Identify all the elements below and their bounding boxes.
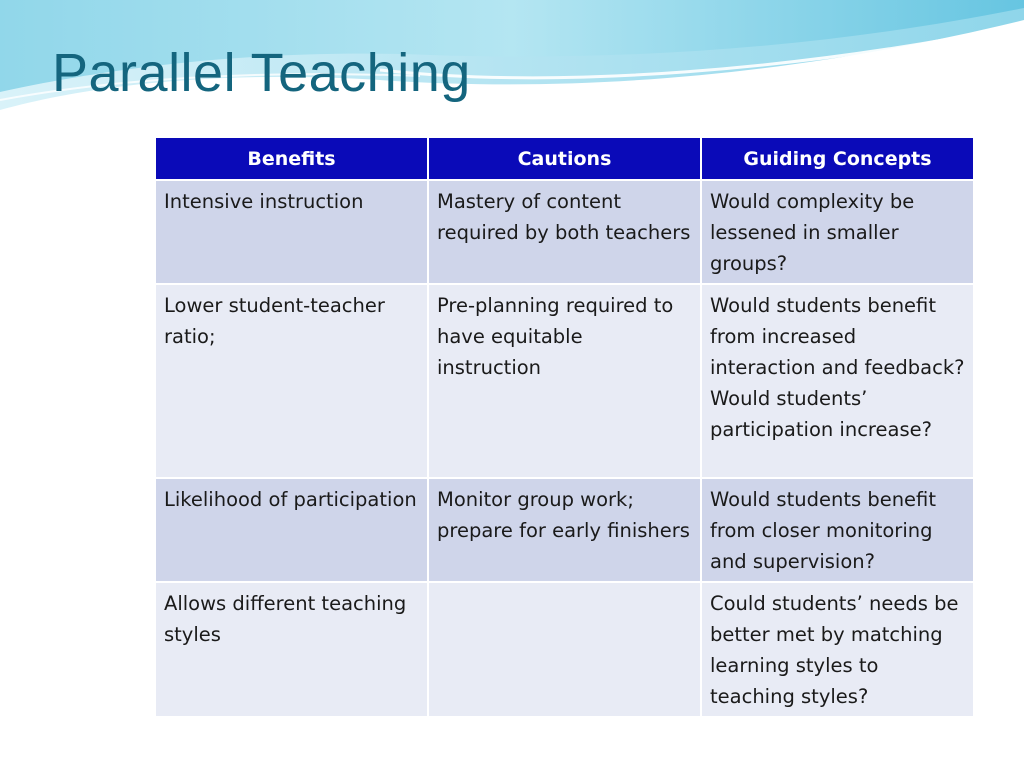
table-row [155, 284, 974, 478]
benefit-cell: Allows different teaching styles [155, 582, 428, 717]
slide-title: Parallel Teaching [52, 43, 471, 103]
benefit-cell: Likelihood of participation [155, 478, 428, 582]
caution-cell: Mastery of content required by both teachers [428, 180, 701, 284]
header-guiding-concepts: Guiding Concepts [701, 137, 974, 180]
concept-cell [701, 284, 974, 478]
table-header-row [155, 137, 974, 180]
concept-text: Would students’ participation increase? [710, 387, 932, 441]
header-benefits: Benefits [155, 137, 428, 180]
concept-text: Would students benefit from increased interaction and feedback? [710, 294, 965, 379]
caution-cell: Monitor group work; prepare for early finishers [428, 478, 701, 582]
table-row [155, 478, 974, 582]
table-row [155, 582, 974, 717]
concept-cell [701, 582, 974, 717]
caution-cell [428, 582, 701, 717]
concept-cell [701, 180, 974, 284]
caution-cell: Pre-planning required to have equitable instruction [428, 284, 701, 478]
comparison-table [154, 136, 975, 718]
concept-text: Could students’ needs be better met by matching learning styles to teaching styles? [710, 592, 959, 708]
concept-cell [701, 478, 974, 582]
concept-text: Would complexity be lessened in smaller groups? [710, 190, 915, 275]
benefit-cell: Lower student-teacher ratio; [155, 284, 428, 478]
benefit-cell: Intensive instruction [155, 180, 428, 284]
concept-text: Would students benefit from closer monitoring and supervision? [710, 488, 936, 573]
header-cautions: Cautions [428, 137, 701, 180]
table-row [155, 180, 974, 284]
